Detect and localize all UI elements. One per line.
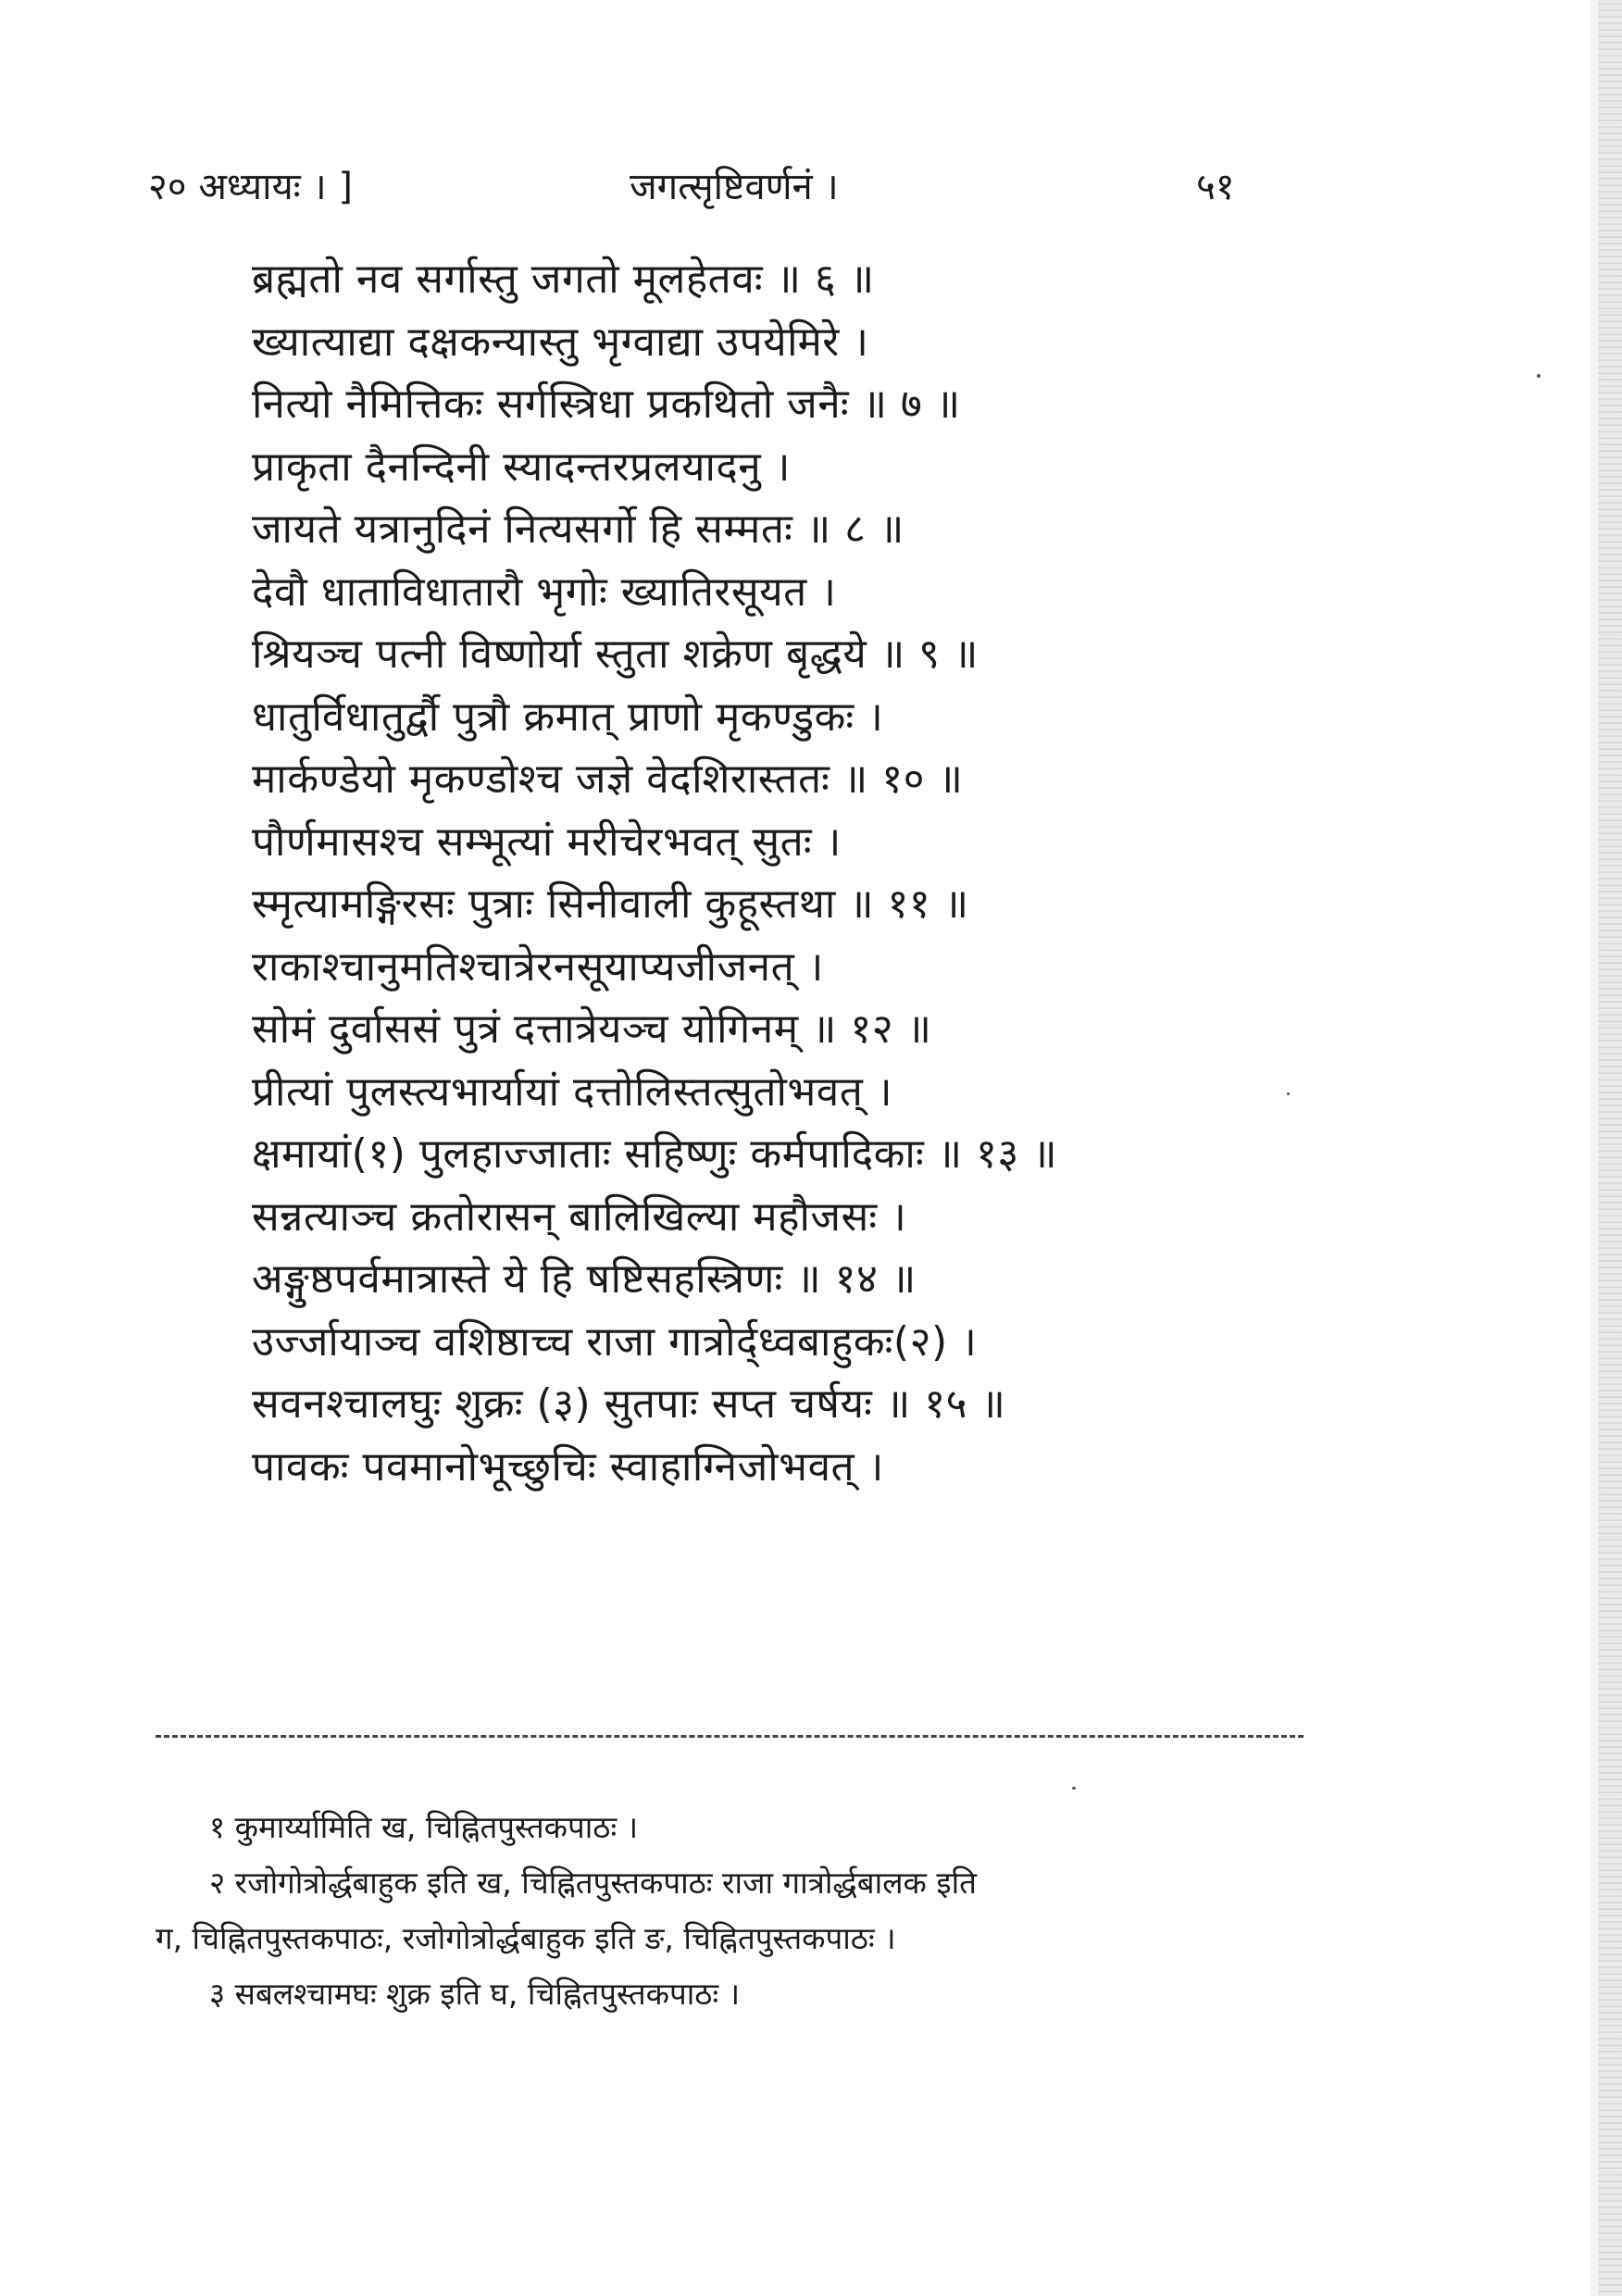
verse-line: ब्रह्मतो नव सर्गास्तु जगतो मूलहेतवः ॥ ६ ॥	[252, 256, 875, 303]
scan-edge-shadow	[1591, 0, 1598, 2296]
verse-line: धातुर्विधातुर्द्वौ पुत्रौ क्रमात् प्राणो मृकण्डुकः ।	[252, 693, 884, 741]
verse-line: जायते यत्रानुदिनं नित्यसर्गो हि सम्मतः ॥ ८ ॥	[252, 505, 905, 553]
verse-line: राकाश्चानुमतिश्चात्रेरनसूयाप्यजीजनत् ।	[252, 942, 824, 991]
verse-line: पौर्णमासश्च सम्भूत्यां मरीचेरभवत् सुतः ।	[252, 817, 842, 866]
footnote-3: ३ सबलश्चामघः शुक्र इति घ, चिह्नितपुस्तकपाठः ।	[209, 1976, 741, 2012]
verse-line: श्रियञ्च पत्नी विष्णोर्या स्तुता शक्रेण बृद्धये ॥ ९ ॥	[252, 630, 979, 678]
footnote-1: १ कुमार्य्यामिति ख, चिह्नितपुस्तकपाठः ।	[209, 1809, 639, 1845]
running-header	[0, 159, 1622, 215]
verse-line: पावकः पवमानोभूच्छुचिः स्वाहाग्निजोभवत् ।	[252, 1442, 884, 1491]
verse-line: उर्ज्जायाञ्च वशिष्ठाच्च राजा गात्रोर्द्ध्वबाहुकः(२) ।	[252, 1317, 978, 1366]
scan-speck	[1072, 1787, 1076, 1790]
verse-line: मार्कण्डेयो मृकण्डोश्च जज्ञे वेदशिरास्ततः ॥ १० ॥	[252, 755, 964, 803]
verse-line: अङ्गुष्ठपर्वमात्रास्ते ये हि षष्टिसहस्त्रिणः ॥ १४ ॥	[252, 1255, 917, 1303]
section-title: जगत्सृष्टिवर्णनं ।	[630, 166, 839, 208]
page-number: ५१	[1196, 166, 1235, 208]
verse-line: प्रीत्यां पुलस्त्यभार्यायां दत्तोलिस्तत्सुतोभवत् ।	[252, 1067, 892, 1116]
footnote-2-continued: ग, चिह्नितपुस्तकपाठः, रजोगोत्रोर्द्धबाहुक इति ङ, चिह्नितपुस्तकपाठः ।	[156, 1920, 896, 1956]
footnote-2: २ रजोगोत्रोर्द्धबाहुक इति ख, चिह्नितपुस्तकपाठः राजा गात्रोर्द्धबालक इति	[209, 1865, 977, 1901]
footnote-divider	[156, 1735, 1304, 1738]
verse-line: सवनश्चालघुः शुक्रः (३) सुतपाः सप्त चर्षयः ॥ १५ ॥	[252, 1380, 1006, 1428]
scan-speck	[1287, 1092, 1290, 1095]
verse-line: क्षमायां(१) पुलहाज्जाताः सहिष्णुः कर्मपादिकाः ॥ १३ ॥	[252, 1130, 1058, 1178]
verse-line: ख्यात्याद्या दक्षकन्यास्तु भृग्वाद्या उपयेमिरे ।	[252, 318, 869, 366]
footnotes	[156, 1800, 1304, 2022]
verse-line: स्मृत्यामङ्गिरसः पुत्राः सिनीवाली कुहूस्तथा ॥ ११ ॥	[252, 880, 969, 928]
verse-line: देवौ धाताविधातारौ भृगोः ख्यातिरसूयत ।	[252, 568, 837, 616]
verse-block	[252, 248, 1363, 1498]
chapter-label: २० अध्यायः । ]	[148, 166, 353, 208]
verse-line: प्राकृता दैनन्दिनी स्यादन्तरप्रलयादनु ।	[252, 443, 791, 491]
verse-line: सोमं दुर्वाससं पुत्रं दत्तात्रेयञ्च योगिनम् ॥ १२ ॥	[252, 1005, 932, 1053]
scan-edge-noise	[1598, 0, 1622, 2296]
scan-speck	[1537, 374, 1541, 378]
verse-line: सन्नत्याञ्च क्रतोरासन् बालिखिल्या महौजसः ।	[252, 1192, 907, 1241]
verse-line: नित्यो नैमित्तिकः सर्गस्त्रिधा प्रकथितो जनैः ॥ ७ ॥	[252, 381, 961, 428]
